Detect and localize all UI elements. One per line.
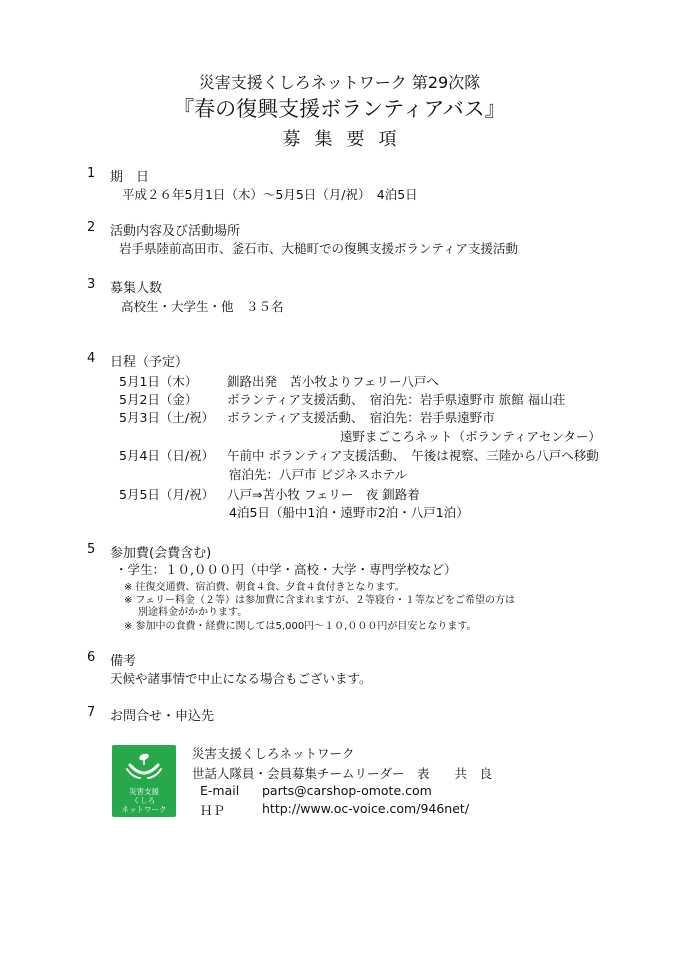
section-1-number: 1 [87,166,96,181]
schedule-day2-text: ボランティア支援活動、 宿泊先：岩手県遠野市 旅館 福山荘 [227,392,566,407]
schedule-day3-text: ボランティア支援活動、 宿泊先：岩手県遠野市 [227,410,495,425]
section-6-number: 6 [87,650,96,665]
organization-logo [112,745,176,817]
fee-note-1: ※ 往復交通費、宿泊費、朝食４食、夕食４食付きとなります。 [124,582,405,593]
section-7-heading: お問合せ・申込先 [110,709,215,724]
hands-heart-icon [124,751,164,783]
section-7-number: 7 [87,705,96,720]
schedule-day4-text2: 宿泊先：八戸市 ビジネスホテル [229,467,407,482]
section-3-number: 3 [87,277,96,292]
section-2-text: 岩手県陸前高田市、釜石市、大槌町での復興支援ボランティア支援活動 [119,241,519,256]
schedule-day3-text2: 遠野まごころネット（ボランティアセンター） [340,429,601,444]
schedule-day3-date: 5月3日（土/祝） [119,410,215,425]
contact-email-label: E-mail [200,783,240,798]
contact-organization: 災害支援くしろネットワーク [192,746,355,761]
section-6-heading: 備考 [110,654,137,669]
section-3-heading: 募集人数 [110,281,163,296]
section-4-number: 4 [87,351,96,366]
schedule-day2-date: 5月2日（金） [119,392,198,407]
schedule-day5-text: 八戸⇒苫小牧 フェリー 夜 釧路着 [227,487,420,502]
schedule-day1-text: 釧路出発 苫小牧よりフェリー八戸へ [227,374,439,389]
schedule-day1-date: 5月1日（木） [119,374,198,389]
contact-person: 世話人隊員・会員募集チームリーダー 表 共 良 [192,766,493,781]
contact-email[interactable]: parts@carshop-omote.com [262,783,432,798]
title-line-1: 災害支援くしろネットワーク 第29次隊 [198,73,481,92]
fee-note-3: ※ 参加中の食費・経費に関しては5,000円～１０,０００円が目安となります。 [124,621,477,632]
section-6-text: 天候や諸事情で中止になる場合もございます。 [110,671,372,686]
section-5-number: 5 [87,542,96,557]
schedule-day4-text: 午前中 ボランティア支援活動、 午後は視察、三陸から八戸へ移動 [227,448,599,463]
section-5-heading: 参加費(会費含む) [110,546,212,561]
section-4-heading: 日程（予定） [110,355,189,370]
fee-line: ・学生：１０,０００円（中学・高校・大学・専門学校など） [115,562,457,577]
logo-text-1: 災害支援 [129,787,159,796]
title-line-3: 募集要項 [282,129,411,150]
schedule-day5-date: 5月5日（月/祝） [119,487,215,502]
logo-text-2: くしろ [132,796,156,805]
logo-text-3: ネットワーク [121,805,167,814]
fee-note-2b: 別途料金がかかります。 [138,607,248,618]
section-1-text: 平成２６年5月1日（木）～5月5日（月/祝） 4泊5日 [122,187,418,202]
section-2-number: 2 [87,220,96,235]
contact-hp-label: ＨＰ [200,803,226,818]
section-3-text: 高校生・大学生・他 ３５名 [121,299,284,314]
fee-note-2: ※ フェリー料金（２等）は参加費に含まれますが、２等寝台・１等などをご希望の方は [124,595,516,606]
contact-website-link[interactable]: http://www.oc-voice.com/946net/ [262,801,470,816]
section-2-heading: 活動内容及び活動場所 [110,224,241,239]
schedule-day5-text2: 4泊5日（船中1泊・遠野市2泊・八戸1泊） [229,505,469,520]
title-line-2: 『春の復興支援ボランティアバス』 [173,97,506,121]
schedule-day4-date: 5月4日（日/祝） [119,448,215,463]
section-1-heading: 期 日 [110,170,150,185]
